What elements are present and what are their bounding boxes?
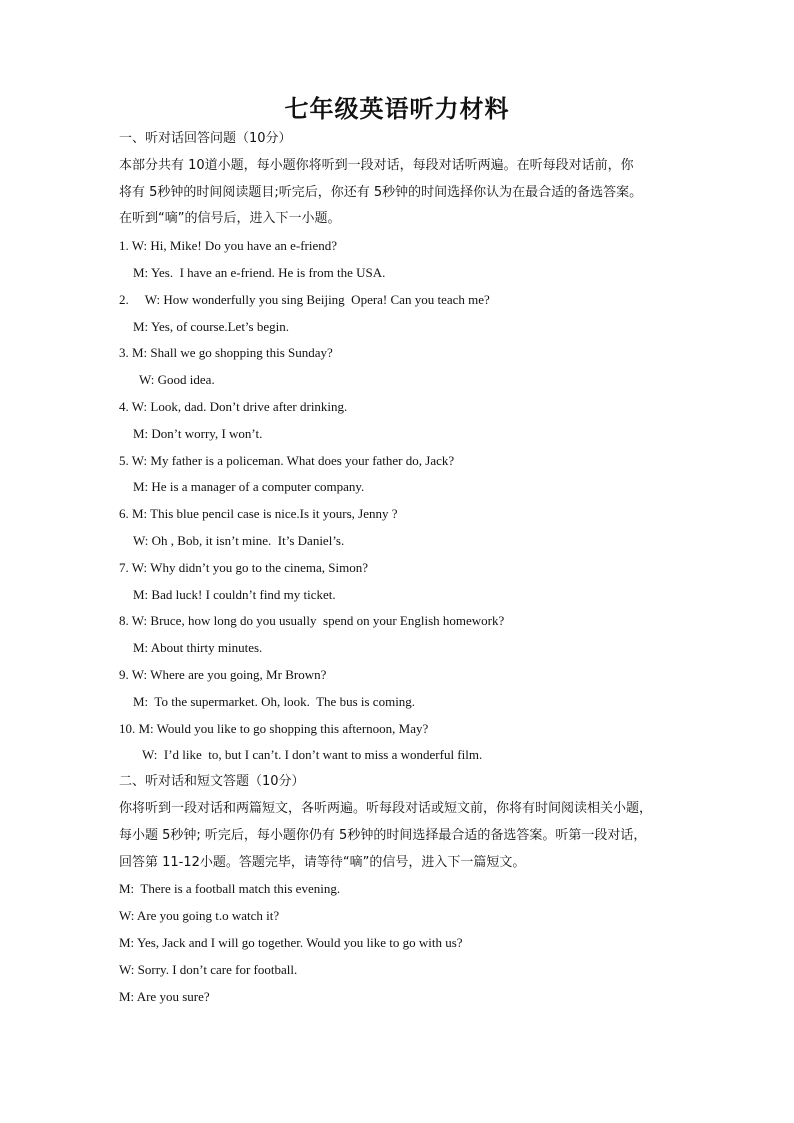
section-1-heading: 一、听对话回答问题（10分） xyxy=(119,131,292,146)
dialogue-9-line-1: 9. W: Where are you going, Mr Brown? xyxy=(119,666,327,682)
section-2-dialogue-line-1: M: There is a football match this evening. xyxy=(119,881,341,897)
dialogue-1-line-2: M: Yes. I have an e-friend. He is from the USA. xyxy=(133,264,386,280)
dialogue-5-line-1: 5. W: My father is a policeman. What does your father do, Jack? xyxy=(119,452,455,468)
section-1-instructions-line-3: 在听到“嘀”的信号后，进入下一小题。 xyxy=(119,211,341,227)
section-1-instructions-line-2: 将有 5秒钟的时间阅读题目;听完后，你还有 5秒钟的时间选择你认为在最合适的备选答案。 xyxy=(119,184,643,200)
dialogue-5-line-2: M: He is a manager of a computer company. xyxy=(133,479,365,495)
section-1-instructions-line-1: 本部分共有 10道小题，每小题你将听到一段对话，每段对话听两遍。在听每段对话前，你 xyxy=(119,157,634,173)
section-2-dialogue-line-4: W: Sorry. I don’t care for football. xyxy=(119,961,298,977)
dialogue-4-line-1: 4. W: Look, dad. Don’t drive after drinking. xyxy=(119,398,348,414)
dialogue-6-line-2: W: Oh , Bob, it isn’t mine. It’s Daniel’s. xyxy=(133,532,345,548)
dialogue-3-line-2: W: Good idea. xyxy=(139,372,215,388)
section-2-dialogue-line-5: M: Are you sure? xyxy=(119,988,210,1004)
dialogue-8-line-1: 8. W: Bruce, how long do you usually spend on your English homework? xyxy=(119,613,505,629)
dialogue-7-line-2: M: Bad luck! I couldn’t find my ticket. xyxy=(133,586,336,602)
dialogue-4-line-2: M: Don’t worry, I won’t. xyxy=(133,425,263,441)
document-body xyxy=(119,126,689,1010)
section-2-heading: 二、听对话和短文答题（10分） xyxy=(119,774,305,790)
document-title: 七年级英语听力材料 xyxy=(284,94,510,123)
dialogue-1-line-1: 1. W: Hi, Mike! Do you have an e-friend? xyxy=(119,238,338,254)
section-2-instructions-line-3: 回答第 11-12小题。答题完毕，请等待“嘀”的信号，进入下一篇短文。 xyxy=(119,854,526,870)
section-2-dialogue-line-2: W: Are you going t.o watch it? xyxy=(119,908,280,924)
dialogue-9-line-2: M: To the supermarket. Oh, look. The bus is coming. xyxy=(133,693,416,709)
dialogue-3-line-1: 3. M: Shall we go shopping this Sunday? xyxy=(119,345,333,361)
section-2-instructions-line-2: 每小题 5秒钟; 听完后，每小题你仍有 5秒钟的时间选择最合适的备选答案。听第一段对话， xyxy=(119,827,647,843)
dialogue-10-line-1: 10. M: Would you like to go shopping this afternoon, May? xyxy=(119,720,429,736)
dialogue-2-line-2: M: Yes, of course.Let’s begin. xyxy=(133,318,289,334)
dialogue-6-line-1: 6. M: This blue pencil case is nice.Is it yours, Jenny ? xyxy=(119,506,398,522)
dialogue-10-line-2: W: I’d like to, but I can’t. I don’t want to miss a wonderful film. xyxy=(142,747,483,763)
section-2-instructions-line-1: 你将听到一段对话和两篇短文，各听两遍。听每段对话或短文前，你将有时间阅读相关小题， xyxy=(119,800,653,816)
dialogue-2-line-1: 2. W: How wonderfully you sing Beijing Opera! Can you teach me? xyxy=(119,291,490,307)
dialogue-7-line-1: 7. W: Why didn’t you go to the cinema, Simon? xyxy=(119,559,369,575)
section-2-dialogue-line-3: M: Yes, Jack and I will go together. Would you like to go with us? xyxy=(119,934,463,950)
dialogue-8-line-2: M: About thirty minutes. xyxy=(133,640,263,656)
